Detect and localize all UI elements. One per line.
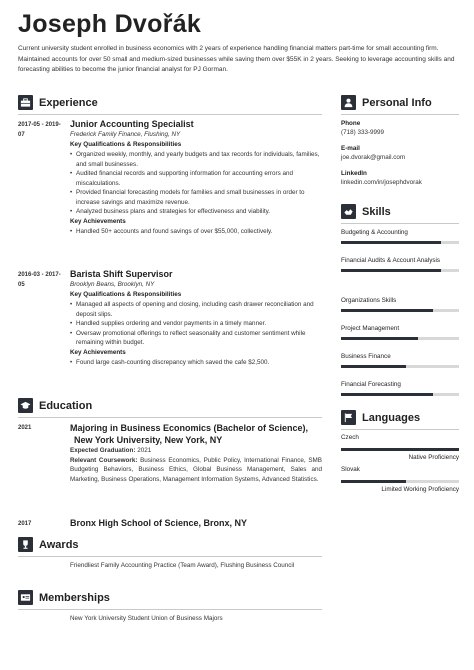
- divider: [18, 609, 322, 610]
- membership-text: New York University Student Union of Business Majors: [70, 615, 223, 622]
- experience-header: [18, 95, 98, 110]
- personal-info: [341, 119, 459, 187]
- job-achievements: [70, 227, 322, 237]
- language-name: Czech: [341, 434, 359, 441]
- language-bar-fill: [341, 480, 406, 483]
- language-item: [341, 465, 459, 494]
- skill-bar: [341, 365, 459, 368]
- job-title: Barista Shift Supervisor: [70, 269, 173, 279]
- skill-item: [341, 324, 459, 340]
- email-value: joe.dvorak@gmail.com: [341, 154, 406, 161]
- grad-label: Expected Graduation:: [70, 447, 136, 454]
- skill-name: Business Finance: [341, 353, 391, 360]
- skill-item: [341, 228, 459, 244]
- hands-icon: [341, 204, 356, 219]
- language-item: [341, 433, 459, 462]
- divider: [18, 114, 322, 115]
- skill-name: Organizations Skills: [341, 297, 397, 304]
- linkedin-value: linkedin.com/in/josephdvorak: [341, 179, 422, 186]
- list-item: • Analyzed business plans and strategies for effectiveness and viability.: [70, 207, 322, 217]
- education-header: [18, 398, 92, 413]
- skill-bar-fill: [341, 337, 418, 340]
- skill-name: Financial Forecasting: [341, 381, 401, 388]
- experience-title: Experience: [39, 96, 98, 109]
- languages-list: [341, 433, 459, 494]
- id-card-icon: [18, 590, 33, 605]
- skill-bar-fill: [341, 365, 406, 368]
- skill-bar-fill: [341, 309, 433, 312]
- skill-bar: [341, 337, 459, 340]
- job-date: 2017-05 - 2019-07: [18, 122, 61, 138]
- skill-item: [341, 380, 459, 396]
- briefcase-icon: [18, 95, 33, 110]
- coursework-label: Relevant Coursework:: [70, 456, 138, 464]
- summary-text: Current university student enrolled in business economics with 2 years of experience handling financial matters part-time for small accounting firm. Maintained accounts for over 50 small and medium-sized businesses while saving them over $55K in 2 years. Seeking to leverage accounting skills and forecasting abilities to become the junior financial analyst for PJ Gorman.: [18, 45, 455, 74]
- experience-list: [18, 118, 322, 388]
- edu-title: Majoring in Business Economics (Bachelor of Science),: [70, 423, 309, 433]
- award-text: Friendliest Family Accounting Practice (Team Award), Flushing Business Council: [70, 562, 295, 569]
- education-title: Education: [39, 399, 93, 412]
- phone-label: Phone: [341, 120, 361, 127]
- divider: [18, 556, 322, 557]
- job-entry: [70, 268, 322, 367]
- language-name: Slovak: [341, 466, 360, 473]
- skill-bar: [341, 309, 459, 312]
- divider: [341, 223, 459, 224]
- job-ach-label: Key Achievements: [70, 217, 126, 225]
- trophy-icon: [18, 537, 33, 552]
- awards-title: Awards: [39, 538, 79, 551]
- linkedin-label: LinkedIn: [341, 170, 367, 177]
- graduation-cap-icon: [18, 398, 33, 413]
- skill-name: Budgeting & Accounting: [341, 229, 408, 236]
- list-item: • Managed all aspects of opening and closing, including cash drawer reconciliation and deposit slips.: [70, 300, 322, 319]
- skill-item: [341, 296, 459, 312]
- languages-header: [341, 410, 420, 425]
- language-level: Limited Working Proficiency: [381, 486, 459, 493]
- education-entry: [70, 422, 322, 484]
- job-company: Frederick Family Finance, Flushing, NY: [70, 131, 181, 138]
- job-resp-label: Key Qualifications & Responsibilities: [70, 291, 182, 298]
- education-entry: [70, 517, 322, 529]
- skill-bar: [341, 269, 459, 272]
- job-bullets: [70, 150, 322, 217]
- edu-school: New York University, New York, NY: [74, 435, 223, 445]
- email-label: E-mail: [341, 145, 360, 152]
- language-bar-fill: [341, 448, 459, 451]
- edu-title: Bronx High School of Science, Bronx, NY: [70, 518, 248, 528]
- job-date: 2016-03 - 2017-05: [18, 272, 61, 288]
- skill-item: [341, 256, 459, 272]
- edu-graduation: [70, 446, 322, 456]
- skills-header: [341, 204, 391, 219]
- job-entry: [70, 118, 322, 236]
- candidate-name: Joseph Dvořák: [18, 10, 202, 38]
- list-item: • Found large cash-counting discrepancy which saved the cafe $2,500.: [70, 358, 322, 368]
- awards-header: [18, 537, 79, 552]
- job-achievements: [70, 358, 322, 368]
- list-item: • Handled 50+ accounts and found savings of over $55,000, collectively.: [70, 227, 322, 237]
- skill-bar: [341, 241, 459, 244]
- skills-list: [341, 226, 459, 406]
- skill-bar-fill: [341, 393, 433, 396]
- language-bar: [341, 448, 459, 451]
- edu-coursework: [70, 456, 322, 485]
- edu-date: 2017: [18, 521, 32, 527]
- memberships-header: [18, 590, 110, 605]
- language-level: Native Proficiency: [408, 454, 459, 461]
- skill-name: Financial Audits & Account Analysis: [341, 257, 441, 264]
- languages-title: Languages: [362, 411, 421, 424]
- divider: [18, 417, 322, 418]
- education-list: [18, 422, 322, 532]
- grad-value: 2021: [137, 447, 152, 454]
- memberships-title: Memberships: [39, 591, 110, 604]
- list-item: • Handled supplies ordering and vendor payments in a timely manner.: [70, 319, 322, 329]
- job-company: Brooklyn Beans, Brooklyn, NY: [70, 281, 155, 288]
- skill-name: Project Management: [341, 325, 400, 332]
- list-item: • Organized weekly, monthly, and yearly budgets and tax records for individuals, families, and small businesses.: [70, 150, 322, 169]
- skill-bar-fill: [341, 241, 441, 244]
- job-ach-label: Key Achievements: [70, 348, 126, 356]
- divider: [341, 429, 459, 430]
- phone-value: (718) 333-9999: [341, 129, 385, 136]
- job-title: Junior Accounting Specialist: [70, 119, 194, 129]
- personal-info-header: [341, 95, 432, 110]
- skills-title: Skills: [362, 205, 391, 218]
- list-item: • Oversaw promotional offerings to reflect seasonality and customer sentiment while remaining within budget.: [70, 329, 322, 348]
- skill-item: [341, 352, 459, 368]
- skill-bar: [341, 393, 459, 396]
- personal-info-title: Personal Info: [362, 96, 432, 109]
- flag-icon: [341, 410, 356, 425]
- skill-bar-fill: [341, 269, 441, 272]
- list-item: • Audited financial records and supporting information for accounting errors and miscalculations.: [70, 169, 322, 188]
- list-item: • Provided financial forecasting models for families and small businesses in order to increase savings and maximize revenue.: [70, 188, 322, 207]
- job-bullets: [70, 300, 322, 348]
- language-bar: [341, 480, 459, 483]
- person-icon: [341, 95, 356, 110]
- divider: [341, 114, 459, 115]
- job-resp-label: Key Qualifications & Responsibilities: [70, 141, 182, 148]
- coursework-value: Business Economics, Public Policy, International Finance, SMB Budgeting Behaviors, Business Ethics, Global Business Management, Sales and Marketing, Business Operations, Management Information Systems, Advanced Statistics.: [70, 456, 322, 483]
- edu-date: 2021: [18, 425, 32, 431]
